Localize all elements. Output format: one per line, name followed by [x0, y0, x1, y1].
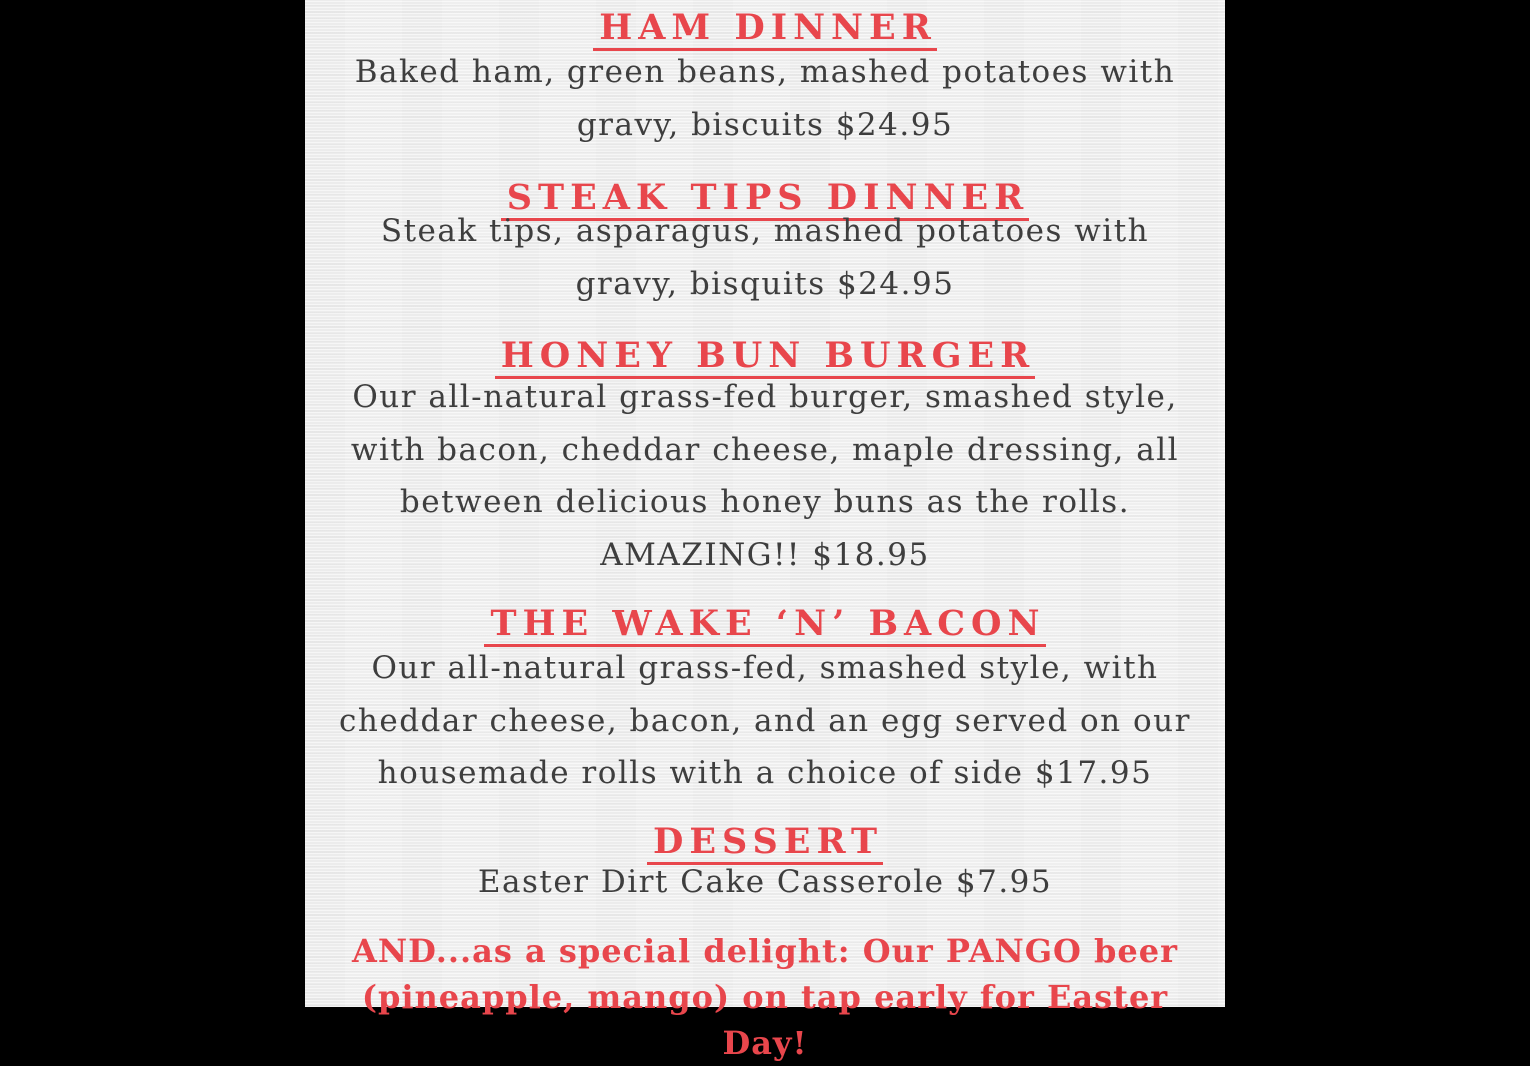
- special-announcement: AND...as a special delight: Our PANGO beer (pineapple, mango) on tap early for Easter Day!: [352, 932, 1178, 1062]
- menu-item-title-dessert: DESSERT: [305, 822, 1225, 862]
- menu-item-description-wake-n-bacon: Our all-natural grass-fed, smashed style, with cheddar cheese, bacon, and an egg served on our housemade rolls with a choice of side $17.95: [339, 650, 1191, 791]
- menu-item-description-ham-dinner: Baked ham, green beans, mashed potatoes with gravy, biscuits $24.95: [354, 54, 1176, 143]
- menu-item-title-wake-n-bacon: THE WAKE ‘N’ BACON: [305, 604, 1225, 644]
- menu-item-description-honey-bun-burger: Our all-natural grass-fed burger, smashed style, with bacon, cheddar cheese, maple dressing, all between delicious honey buns as the rolls. AMAZING!! $18.95: [350, 379, 1180, 573]
- menu-panel: [305, 0, 1225, 1062]
- menu-item-title-steak-tips-dinner: STEAK TIPS DINNER: [305, 178, 1225, 218]
- menu-item-description-dessert: Easter Dirt Cake Casserole $7.95: [477, 864, 1053, 900]
- menu-item-title-ham-dinner: HAM DINNER: [305, 8, 1225, 48]
- menu-item-description-steak-tips-dinner: Steak tips, asparagus, mashed potatoes with gravy, bisquits $24.95: [380, 213, 1150, 302]
- menu-item-title-honey-bun-burger: HONEY BUN BURGER: [305, 336, 1225, 376]
